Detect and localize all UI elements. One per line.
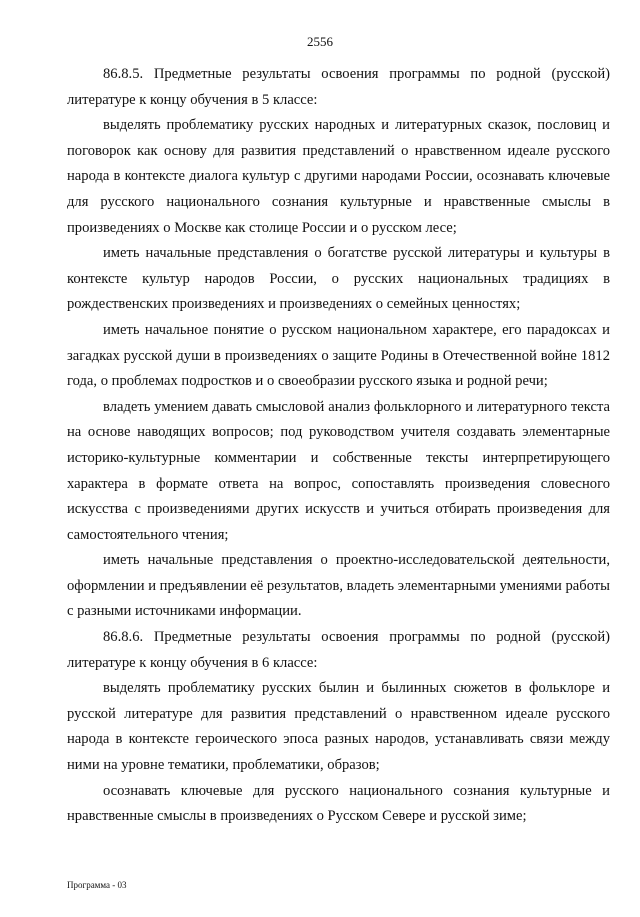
paragraph-grade5-item-1: выделять проблематику русских народных и литературных сказок, пословиц и поговорок как основу для развития представлений о нравственном идеале русского народа в контексте диалога культур с другими народами России, осознавать ключевые для русского национального сознания культурные и нравственные смыслы в произведениях о Москве как столице России и о русском лесе;	[67, 117, 610, 236]
paragraph-grade5-item-2: иметь начальные представления о богатстве русской литературы и культуры в контексте культур народов России, о русских национальных традициях в рождественских произведениях и произведениях о семейных ценностях;	[67, 245, 610, 313]
paragraph-section-86-8-5-heading: 86.8.5. Предметные результаты освоения программы по родной (русской) литературе к концу обучения в 5 классе:	[67, 66, 610, 108]
footer-label: Программа - 03	[67, 880, 127, 890]
paragraph-grade6-item-2: осознавать ключевые для русского национального сознания культурные и нравственные смыслы в произведениях о Русском Севере и русской зиме;	[67, 782, 610, 825]
paragraph-grade5-item-3: иметь начальное понятие о русском национальном характере, его парадоксах и загадках русской души в произведениях о защите Родины в Отечественной войне 1812 года, о проблемах подростков и о своеобразии русского языка и родной речи;	[67, 321, 610, 390]
page-number: 2556	[307, 34, 333, 49]
paragraph-grade5-item-4: владеть умением давать смысловой анализ фольклорного и литературного текста на основе наводящих вопросов; под руководством учителя создавать элементарные историко-культурные комментарии и собственные тексты интерпретирующего характера в формате ответа на вопрос, сопоставлять произведения словесного искусства с произведениями других искусств и учиться отбирать произведения для самостоятельного чтения;	[67, 398, 610, 543]
paragraph-grade6-item-1: выделять проблематику русских былин и былинных сюжетов в фольклоре и русской литературе для развития представлений о нравственном идеале русского народа в контексте героического эпоса разных народов, устанавливать связи между ними на уровне тематики, проблематики, образов;	[67, 680, 610, 774]
document-body	[67, 62, 610, 830]
paragraph-grade5-item-5: иметь начальные представления о проектно-исследовательской деятельности, оформлении и предъявлении её результатов, владеть элементарными умениями работы с разными источниками информации.	[67, 552, 610, 620]
paragraph-section-86-8-6-heading: 86.8.6. Предметные результаты освоения программы по родной (русской) литературе к концу обучения в 6 классе:	[67, 629, 610, 671]
